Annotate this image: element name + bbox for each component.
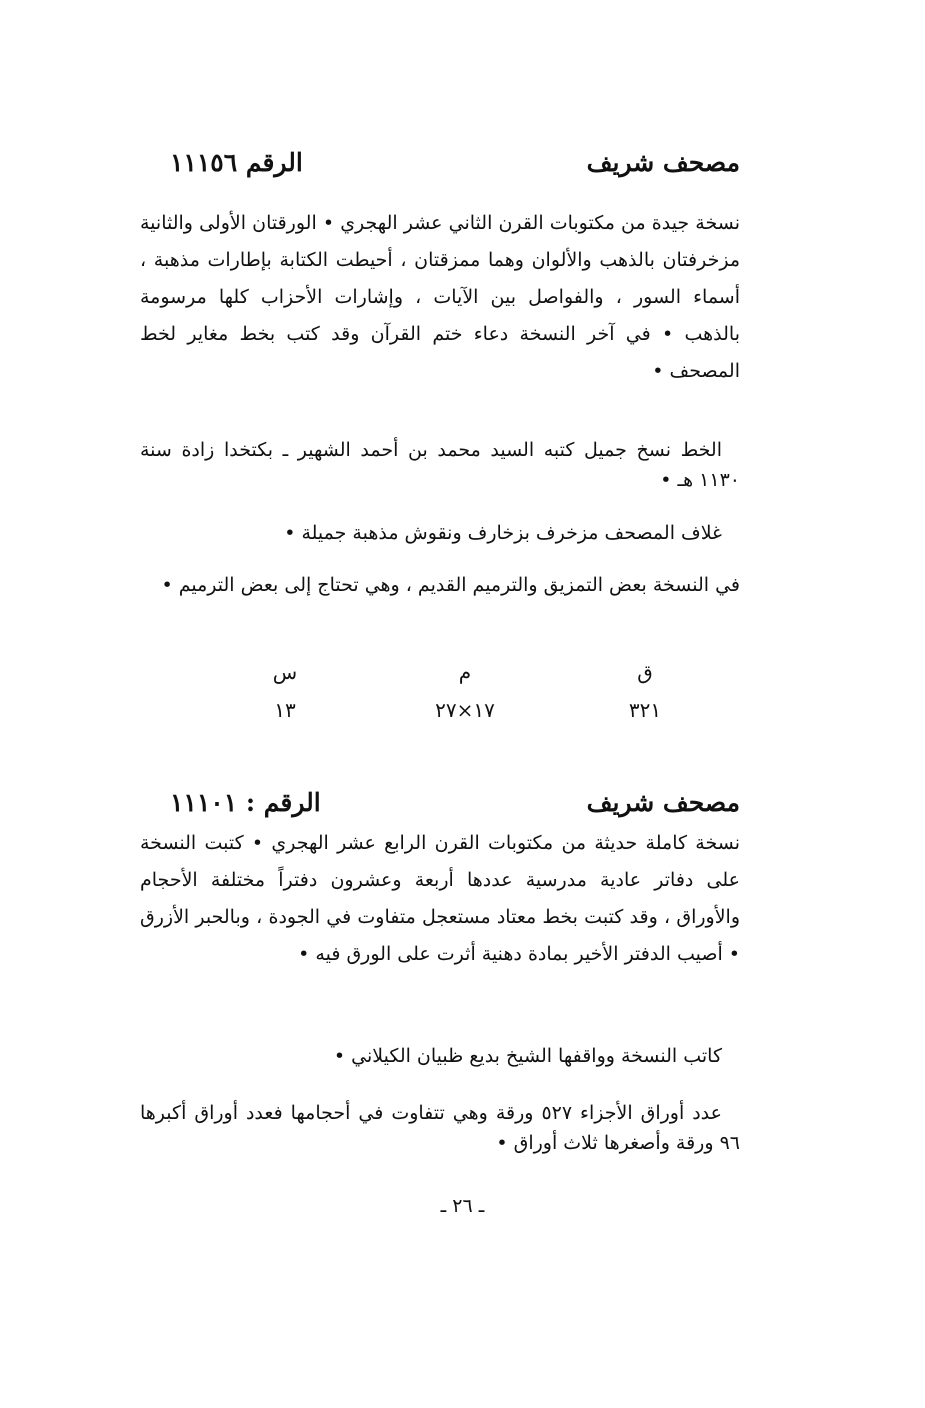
entry2-number: الرقم : ١١١٠١ [170, 788, 321, 817]
entry2-title: مصحف شريف [586, 788, 740, 817]
entry1-heading [170, 148, 740, 177]
entry1-meta-labels [230, 660, 700, 684]
entry2-leaves: عدد أوراق الأجزاء ٥٢٧ ورقة وهي تتفاوت في أحجامها فعدد أوراق أكبرها ٩٦ ورقة وأصغرها ثلاث أوراق • [140, 1102, 740, 1155]
entry1-cover: غلاف المصحف مزخرف بزخارف ونقوش مذهبة جميلة • [284, 522, 722, 544]
entry1-condition: في النسخة بعض التمزيق والترميم القديم ، وهي تحتاج إلى بعض الترميم • [161, 574, 740, 596]
entry1-meta-values [230, 698, 700, 722]
entry2-heading [170, 788, 740, 817]
entry2-scribe: كاتب النسخة وواقفها الشيخ بديع ظبيان الكيلاني • [333, 1045, 722, 1067]
entry1-description: نسخة جيدة من مكتوبات القرن الثاني عشر الهجري • الورقتان الأولى والثانية مزخرفتان بالذهب والألوان وهما ممزقتان ، أحيطت الكتابة بإطارات مذهبة ، أسماء السور ، والفواصل بين الآيات ، وإشارات الأحزاب كلها مرسومة بالذهب • في آخر النسخة دعاء ختم القرآن وقد كتب بخط مغاير لخط المصحف • [140, 212, 740, 383]
meta-label-m: م [458, 660, 472, 684]
meta-value-s: ١٣ [274, 698, 296, 722]
meta-value-m: ١٧×٢٧ [435, 698, 495, 722]
entry1-title: مصحف شريف [586, 148, 740, 177]
entry2-description: نسخة كاملة حديثة من مكتوبات القرن الرابع عشر الهجري • كتبت النسخة على دفاتر عادية مدرسية عددها أربعة وعشرون دفتراً مختلفة الأحجام والأوراق ، وقد كتبت بخط معتاد مستعجل متفاوت في الجودة ، وبالحبر الأزرق • أصيب الدفتر الأخير بمادة دهنية أثرت على الورق فيه • [140, 832, 740, 966]
meta-value-q: ٣٢١ [628, 698, 662, 722]
entry1-script: الخط نسخ جميل كتبه السيد محمد بن أحمد الشهير ـ بكتخدا زادة سنة ١١٣٠ هـ • [140, 439, 740, 492]
meta-label-s: س [272, 660, 298, 684]
entry1-number: الرقم ١١١٥٦ [170, 148, 303, 177]
meta-label-q: ق [637, 660, 653, 684]
page-number: ـ ٢٦ ـ [440, 1195, 485, 1217]
